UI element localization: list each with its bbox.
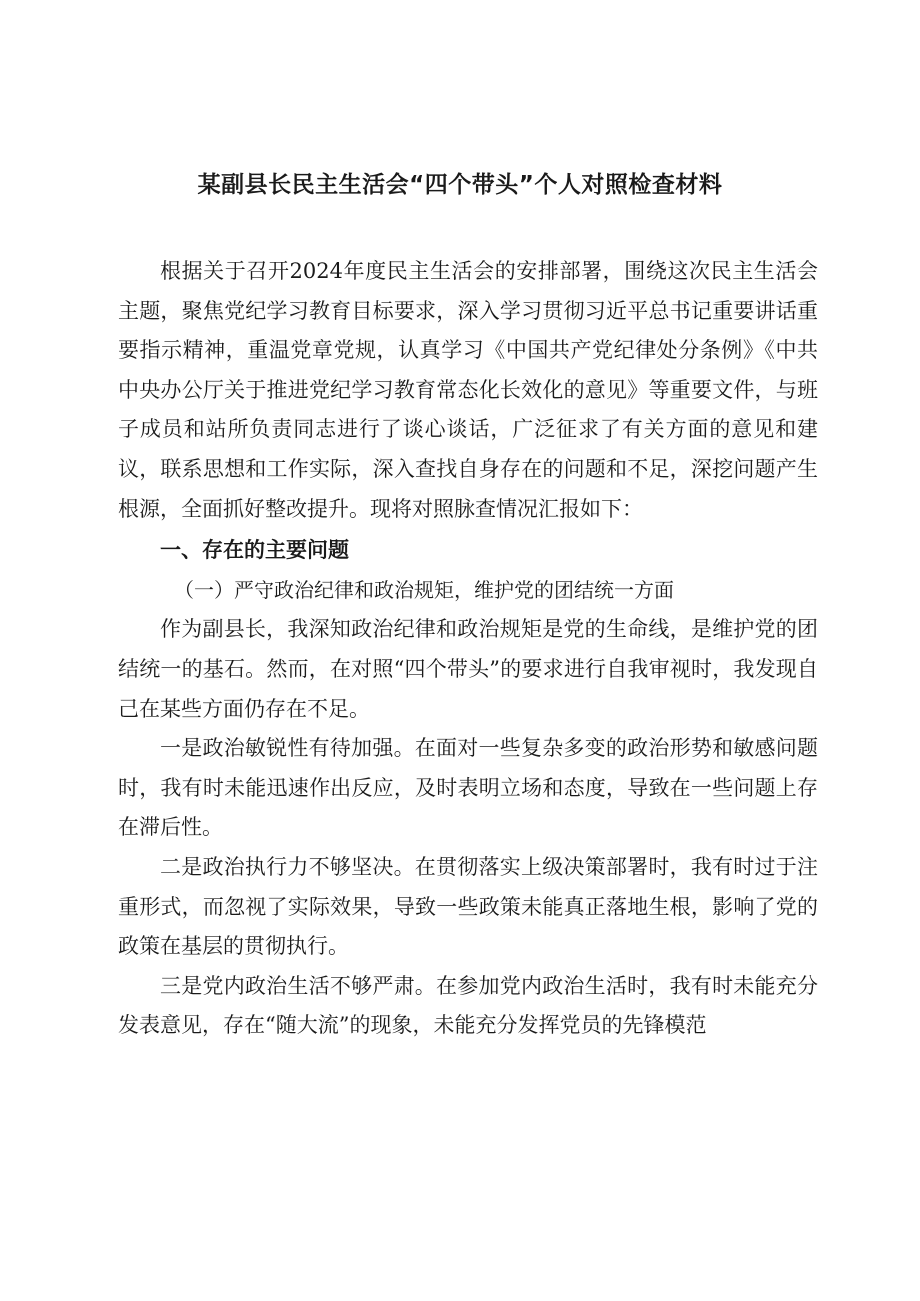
body-paragraph-4: 三是党内政治生活不够严肃。在参加党内政治生活时，我有时未能充分发表意见，存在“随大流”的现象，未能充分发挥党员的先锋模范 <box>118 973 818 1038</box>
document-title: 某副县长民主生活会“四个带头”个人对照检查材料 <box>197 172 723 198</box>
intro-paragraph: 根据关于召开2024年度民主生活会的安排部署，围绕这次民主生活会主题，聚焦党纪学习教育目标要求，深入学习贯彻习近平总书记重要讲话重要指示精神，重温党章党规，认真学习《中国共产党纪律处分条例》《中共中央办公厅关于推进党纪学习教育常态化长效化的意见》等重要文件，与班子成员和站所负责同志进行了谈心谈话，广泛征求了有关方面的意见和建议，联系思想和工作实际，深入查找自身存在的问题和不足，深挖问题产生根源，全面抓好整改提升。现将对照脉查情况汇报如下： <box>118 259 818 521</box>
body-paragraph-2: 一是政治敏锐性有待加强。在面对一些复杂多变的政治形势和敏感问题时，我有时未能迅速作出反应，及时表明立场和态度，导致在一些问题上存在滞后性。 <box>118 736 818 840</box>
subsection-heading: （一）严守政治纪律和政治规矩，维护党的团结统一方面 <box>174 577 674 602</box>
body-paragraph-3: 二是政治执行力不够坚决。在贯彻落实上级决策部署时，我有时过于注重形式，而忽视了实际效果，导致一些政策未能真正落地生根，影响了党的政策在基层的贯彻执行。 <box>118 854 818 959</box>
section-heading: 一、存在的主要问题 <box>160 538 349 563</box>
body-paragraph-1: 作为副县长，我深知政治纪律和政治规矩是党的生命线，是维护党的团结统一的基石。然而，在对照“四个带头”的要求进行自我审视时，我发现自己在某些方面仍存在不足。 <box>118 617 818 721</box>
document-body <box>118 252 818 1046</box>
